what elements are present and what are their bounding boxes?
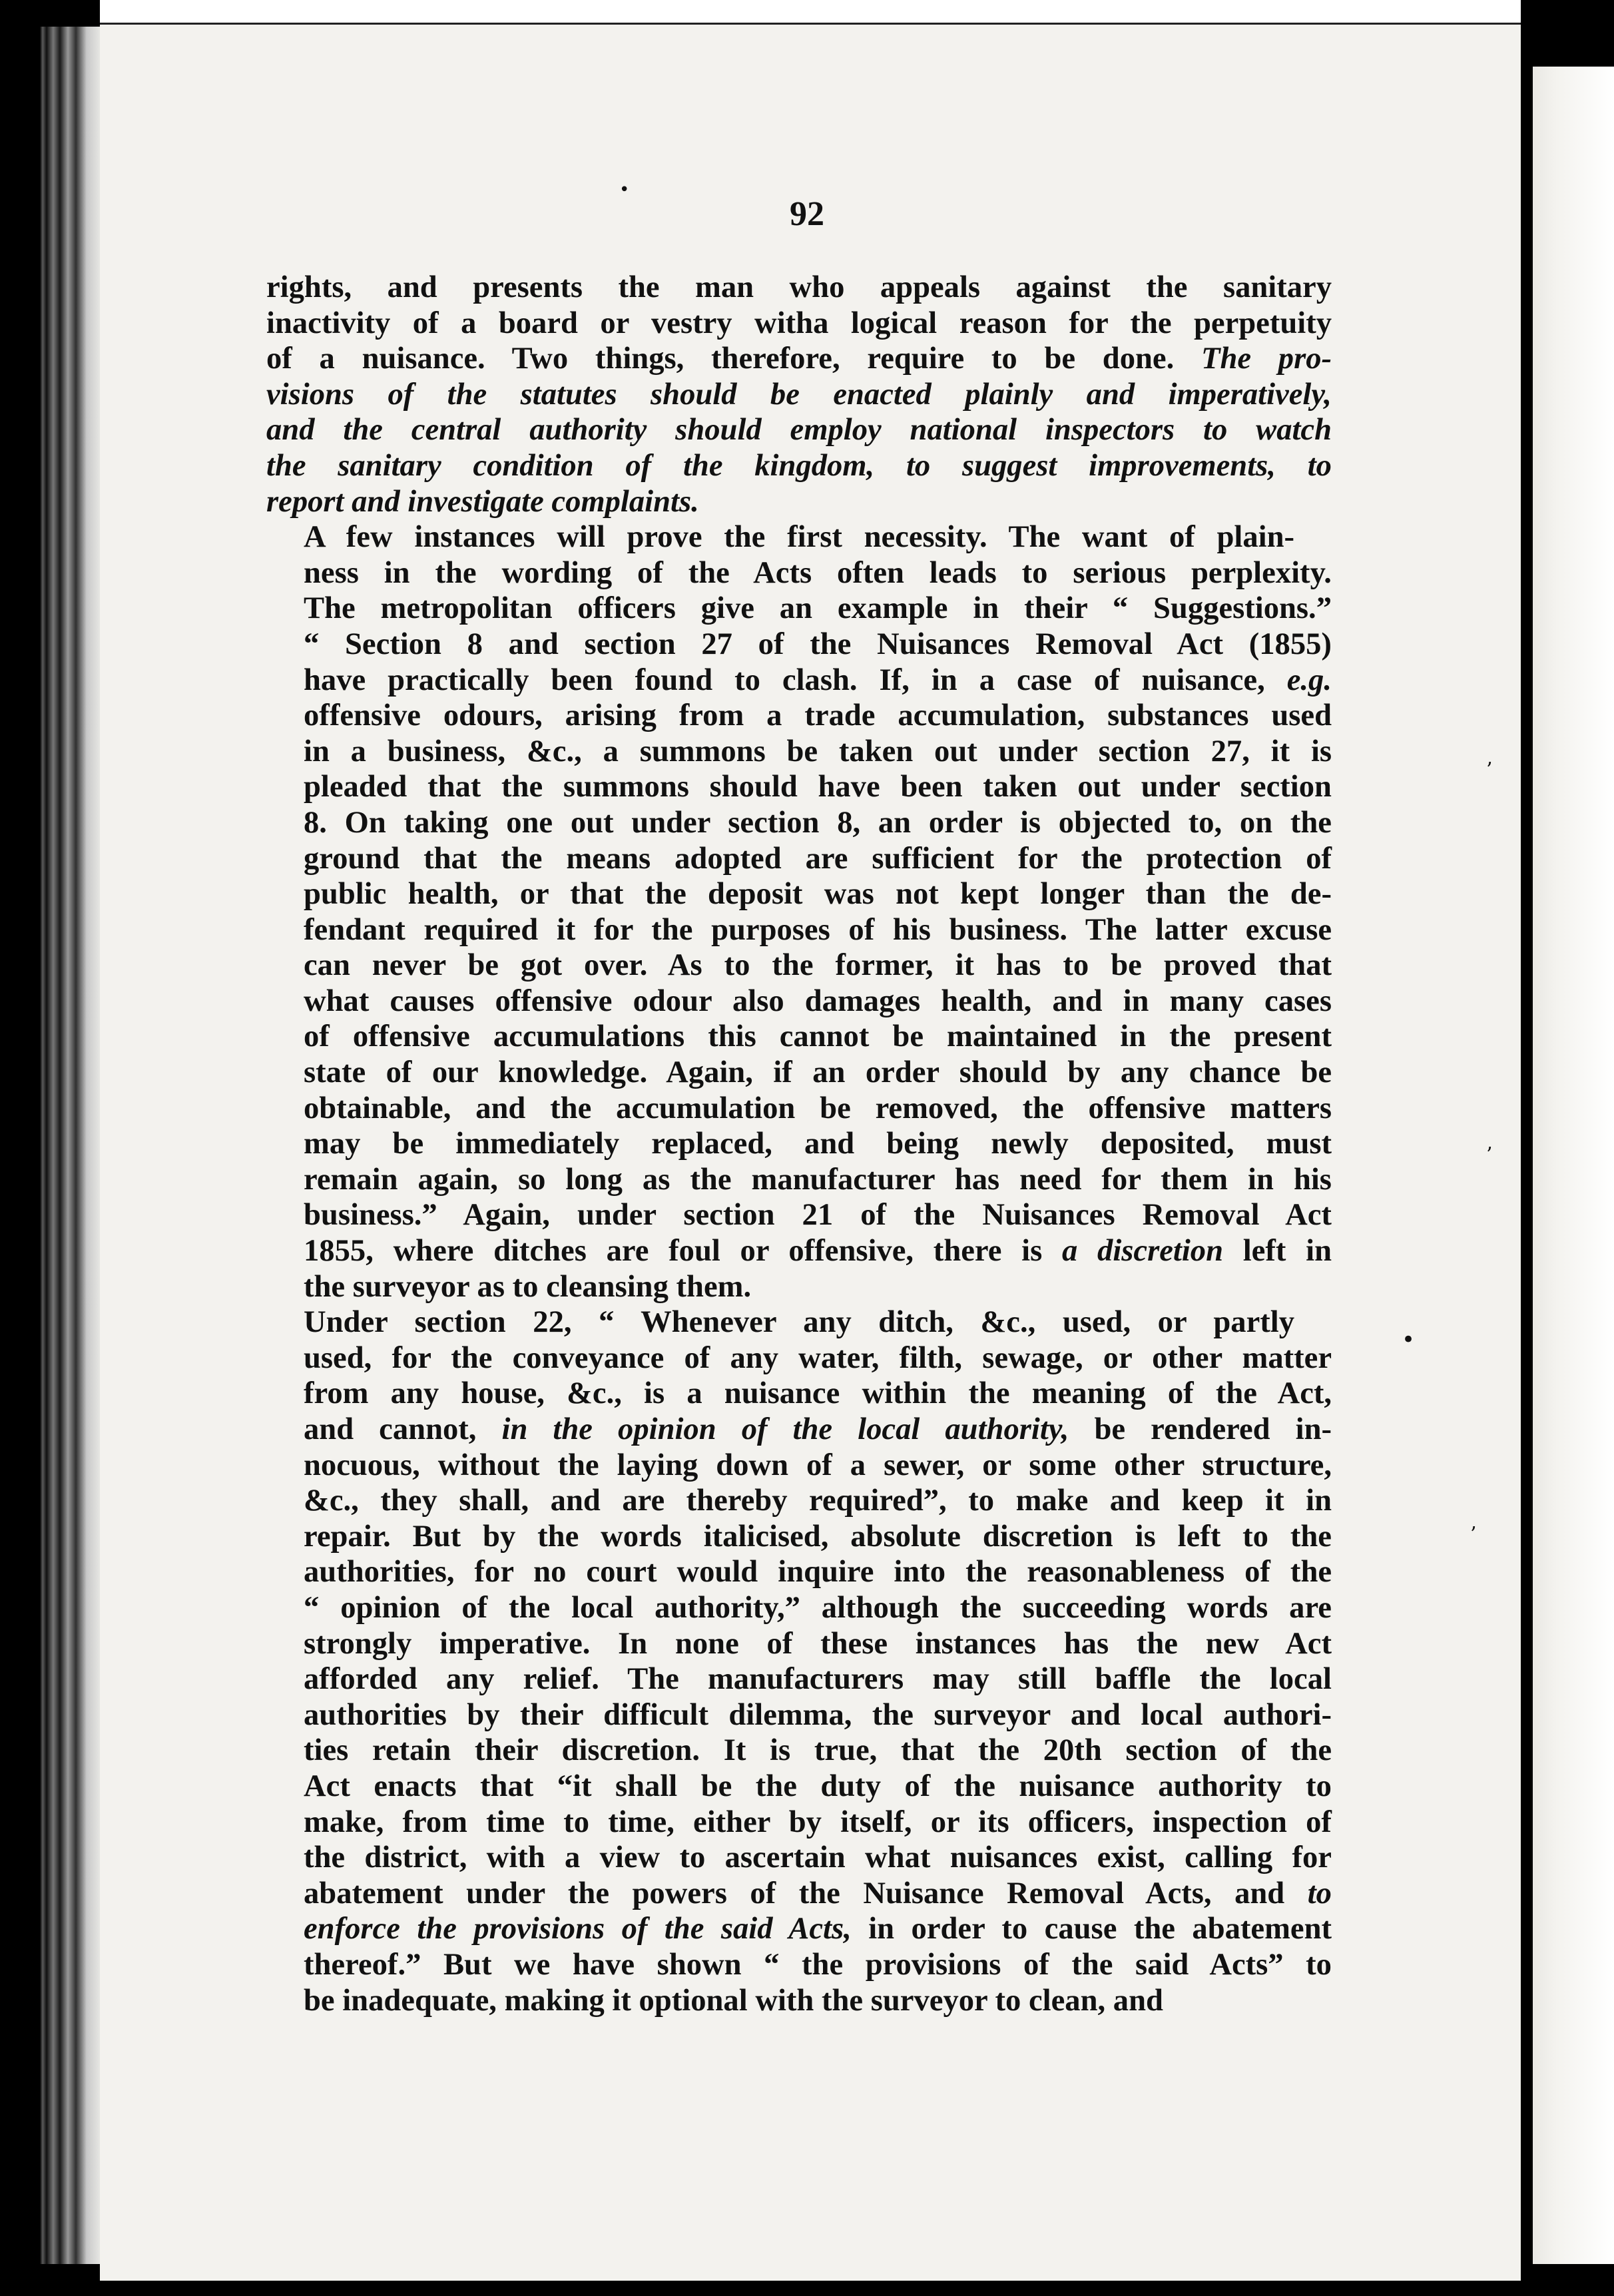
text-line bbox=[266, 1876, 1332, 1912]
text-run: obtainable, and the accumulation be removed, the offensive matters bbox=[304, 1090, 1332, 1125]
text-run: abatement under the powers of the Nuisance Removal Acts, and bbox=[304, 1875, 1308, 1910]
text-run: A few instances will prove the first necessity. The want of plain- bbox=[304, 519, 1295, 555]
italic-text: e.g. bbox=[1286, 662, 1332, 697]
italic-text: and the central authority should employ national inspectors to watch bbox=[266, 412, 1332, 447]
text-line bbox=[266, 1769, 1332, 1805]
text-line bbox=[266, 1483, 1332, 1519]
text-run: afforded any relief. The manufacturers may still baffle the local bbox=[304, 1661, 1332, 1697]
text-run: the district, with a view to ascertain what nuisances exist, calling for bbox=[304, 1840, 1332, 1875]
ink-speck: ’ bbox=[1486, 758, 1493, 782]
text-run: “ opinion of the local authority,” although the succeeding words are bbox=[304, 1589, 1332, 1625]
text-line bbox=[266, 306, 1332, 342]
text-line bbox=[266, 663, 1332, 699]
text-line bbox=[266, 627, 1332, 663]
text-line bbox=[266, 1269, 1332, 1305]
italic-text: visions of the statutes should be enacted plainly and imperatively, bbox=[266, 376, 1332, 412]
text-run: 1855, where ditches are foul or offensive, there is bbox=[304, 1233, 1062, 1269]
text-run: repair. But by the words italicised, absolute discretion is left to the bbox=[304, 1518, 1332, 1554]
text-line bbox=[266, 1697, 1332, 1733]
page-top-edge bbox=[100, 0, 1521, 25]
italic-text: to bbox=[1307, 1875, 1332, 1910]
text-line bbox=[266, 1340, 1332, 1376]
text-run: business.” Again, under section 21 of the Nuisances Removal Act bbox=[304, 1197, 1332, 1233]
paragraph bbox=[266, 270, 1332, 519]
text-line bbox=[266, 984, 1332, 1019]
text-run: rights, and presents the man who appeals against the sanitary bbox=[266, 270, 1332, 304]
text-run: be rendered in- bbox=[1069, 1412, 1332, 1446]
text-run: from any house, &c., is a nuisance within the meaning of the Act, bbox=[304, 1376, 1332, 1411]
text-line bbox=[266, 1626, 1332, 1662]
text-line bbox=[266, 1162, 1332, 1198]
text-line bbox=[266, 1840, 1332, 1876]
text-run: authorities, for no court would inquire into the reasonableness of the bbox=[304, 1554, 1332, 1589]
italic-text: report and investigate complaints. bbox=[266, 483, 699, 519]
text-line bbox=[266, 1983, 1332, 2019]
text-line bbox=[266, 1519, 1332, 1555]
text-line bbox=[266, 1947, 1332, 1983]
text-line bbox=[266, 1233, 1332, 1269]
text-line bbox=[266, 377, 1332, 413]
text-line bbox=[266, 912, 1332, 948]
text-line bbox=[266, 734, 1332, 770]
text-line bbox=[266, 1019, 1332, 1055]
text-run: authorities by their difficult dilemma, the surveyor and local authori- bbox=[304, 1697, 1332, 1732]
text-line bbox=[266, 270, 1332, 306]
text-run: ties retain their discretion. It is true, that the 20th section of the bbox=[304, 1733, 1332, 1768]
text-run: used, for the conveyance of any water, filth, sewage, or other matter bbox=[304, 1340, 1332, 1375]
book-gutter bbox=[27, 27, 100, 2264]
text-line bbox=[266, 1733, 1332, 1769]
text-run: be inadequate, making it optional with the surveyor to clean, and bbox=[304, 1982, 1163, 2018]
text-line bbox=[266, 805, 1332, 841]
text-line bbox=[266, 519, 1332, 555]
text-run: inactivity of a board or vestry witha logical reason for the perpetuity bbox=[266, 305, 1332, 340]
text-line bbox=[266, 1661, 1332, 1697]
text-run: state of our knowledge. Again, if an order should by any chance be bbox=[304, 1055, 1332, 1090]
text-run: ground that the means adopted are sufficient for the protection of bbox=[304, 840, 1332, 876]
text-run: public health, or that the deposit was not kept longer than the de- bbox=[304, 876, 1332, 912]
text-run: of offensive accumulations this cannot be maintained in the present bbox=[304, 1019, 1332, 1054]
text-run: in order to cause the abatement bbox=[851, 1911, 1332, 1946]
text-run: strongly imperative. In none of these instances has the new Act bbox=[304, 1625, 1332, 1661]
text-line bbox=[266, 841, 1332, 877]
page-number: 92 bbox=[790, 195, 824, 233]
text-line bbox=[266, 1590, 1332, 1626]
text-line bbox=[266, 484, 1332, 520]
text-line bbox=[266, 1448, 1332, 1484]
text-line bbox=[266, 412, 1332, 448]
text-line bbox=[266, 1091, 1332, 1127]
text-run: thereof.” But we have shown “ the provisions of the said Acts” to bbox=[304, 1946, 1332, 1982]
ink-speck: • bbox=[1402, 1326, 1416, 1353]
text-run: fendant required it for the purposes of his business. The latter excuse bbox=[304, 912, 1332, 947]
text-line bbox=[266, 876, 1332, 912]
text-run: offensive odours, arising from a trade accumulation, substances used bbox=[304, 698, 1332, 733]
text-line bbox=[266, 1911, 1332, 1947]
text-run: Act enacts that “it shall be the duty of the nuisance authority to bbox=[304, 1768, 1332, 1803]
italic-text: The pro- bbox=[1201, 341, 1332, 376]
italic-text: in the opinion of the local authority, bbox=[501, 1412, 1069, 1446]
page-right-edge bbox=[1521, 0, 1533, 2296]
text-line bbox=[266, 948, 1332, 984]
text-line bbox=[266, 1126, 1332, 1162]
text-line bbox=[266, 448, 1332, 484]
text-run: pleaded that the summons should have been taken out under section bbox=[304, 769, 1332, 804]
text-run: Under section 22, “ Whenever any ditch, &c., used, or partly bbox=[304, 1304, 1295, 1340]
text-line bbox=[266, 1554, 1332, 1590]
text-line bbox=[266, 769, 1332, 805]
ink-speck: ’ bbox=[1486, 1143, 1493, 1167]
text-run: and cannot, bbox=[304, 1412, 502, 1446]
text-run: of a nuisance. Two things, therefore, require to be done. bbox=[266, 341, 1201, 376]
text-run: left in bbox=[1223, 1233, 1332, 1269]
text-run: “ Section 8 and section 27 of the Nuisances Removal Act (1855) bbox=[304, 626, 1332, 661]
ink-speck: ’ bbox=[1470, 1523, 1477, 1546]
text-line bbox=[266, 591, 1332, 627]
text-run: remain again, so long as the manufacturer has need for them in his bbox=[304, 1161, 1332, 1197]
italic-text: a discretion bbox=[1061, 1233, 1223, 1269]
text-line bbox=[266, 341, 1332, 377]
text-run: have practically been found to clash. If, in a case of nuisance, bbox=[304, 662, 1287, 697]
text-run: nocuous, without the laying down of a sewer, or some other structure, bbox=[304, 1447, 1332, 1482]
text-line bbox=[266, 1376, 1332, 1412]
text-run: can never be got over. As to the former, it has to be proved that bbox=[304, 948, 1332, 983]
text-line bbox=[266, 1304, 1332, 1340]
text-run: may be immediately replaced, and being newly deposited, must bbox=[304, 1126, 1332, 1161]
paragraph bbox=[266, 519, 1332, 1304]
adjacent-page-edge bbox=[1533, 67, 1614, 2264]
text-run: 8. On taking one out under section 8, an order is objected to, on the bbox=[304, 804, 1332, 840]
text-line bbox=[266, 1055, 1332, 1091]
text-line bbox=[266, 1805, 1332, 1841]
body-text bbox=[266, 270, 1332, 2018]
text-run: The metropolitan officers give an example in their “ Suggestions.” bbox=[304, 591, 1332, 626]
italic-text: enforce the provisions of the said Acts, bbox=[304, 1911, 852, 1946]
text-run: the surveyor as to cleansing them. bbox=[304, 1269, 752, 1304]
text-run: in a business, &c., a summons be taken out under section 27, it is bbox=[304, 733, 1332, 768]
text-line bbox=[266, 1197, 1332, 1233]
text-run: make, from time to time, either by itself, or its officers, inspection of bbox=[304, 1804, 1332, 1839]
text-run: ness in the wording of the Acts often leads to serious perplexity. bbox=[304, 555, 1332, 590]
text-line bbox=[266, 555, 1332, 591]
text-line bbox=[266, 1412, 1332, 1448]
text-run: what causes offensive odour also damages health, and in many cases bbox=[304, 983, 1332, 1018]
ink-speck: • bbox=[619, 180, 630, 200]
paragraph bbox=[266, 1304, 1332, 2018]
italic-text: the sanitary condition of the kingdom, to suggest improvements, to bbox=[266, 447, 1332, 483]
text-run: &c., they shall, and are thereby required”, to make and keep it in bbox=[304, 1483, 1332, 1518]
text-line bbox=[266, 698, 1332, 734]
